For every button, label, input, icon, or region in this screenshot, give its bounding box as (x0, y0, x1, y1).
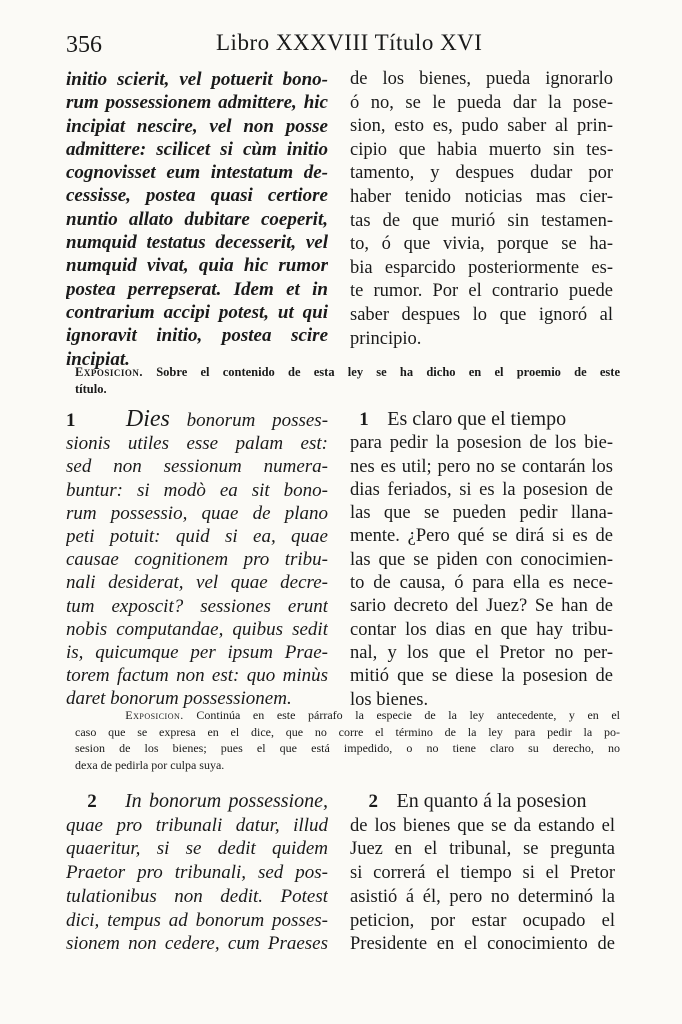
spanish-line: te rumor. Por el contrario puede (350, 281, 613, 302)
page-header (66, 30, 616, 62)
spanish-line: tamento, y despues dudar por (350, 163, 613, 184)
spanish-line: las que se pueden pedir llana- (350, 503, 613, 524)
spanish-line: los bienes. (350, 689, 429, 710)
spanish-line: peticion, por estar ocupado el (350, 910, 615, 931)
latin-line: 1 Dies bonorum posses- (66, 408, 328, 432)
section3-spanish-column (350, 790, 615, 957)
spanish-line: Presidente en el conocimiento de (350, 934, 615, 955)
latin-line: dici, tempus ad bonorum posses- (66, 909, 328, 931)
spanish-line: to de causa, ó para ella es nece- (350, 573, 613, 594)
spanish-line: las que se piden con conocimien- (350, 549, 613, 570)
spanish-line: Juez en el tribunal, se pregunta (350, 839, 615, 860)
spanish-line: 2 En quanto á la posesion (368, 790, 587, 812)
latin-line: tum exposcit? sessiones erunt (66, 595, 328, 617)
latin-line: nobis computandae, quibus sedit (66, 618, 328, 640)
latin-line: cessisse, postea quasi certiore (66, 185, 328, 207)
exposition-1 (75, 364, 620, 397)
running-head: Libro XXXVIII Título XVI (216, 30, 483, 55)
latin-line: causae cognitionem pro tribu- (66, 549, 328, 571)
latin-line: peti potuit: quid si ea, quae (66, 526, 328, 548)
latin-line: cognovisset eum intestatum de- (66, 162, 328, 184)
spanish-line: cipio que habia muerto sin tes- (350, 139, 613, 160)
spanish-line: haber tenido noticias mas cier- (350, 186, 613, 207)
latin-line: daret bonorum possessionem. (66, 688, 292, 710)
latin-line: incipiat nescire, vel non posse (66, 115, 328, 137)
section3-latin-column (66, 790, 328, 956)
spanish-line: tas de que murió sin testamen- (350, 210, 613, 231)
spanish-line: si correrá el tiempo si el Pretor (350, 863, 615, 884)
spanish-line: para pedir la posesion de los bie- (350, 433, 613, 454)
exposition-2-line: Exposicion. Continúa en este párrafo la especie de la ley antecedente, y en el (125, 708, 620, 722)
latin-line: nuntio allato dubitare coeperit, (66, 208, 328, 230)
exposition-1-line: título. (75, 381, 107, 396)
spanish-line: bia esparcido posteriormente es- (350, 257, 613, 278)
spanish-line: sion, esto es, pudo saber al prin- (350, 116, 613, 137)
exposition-2 (75, 707, 620, 773)
spanish-line: mitió que se diese la posesion de (350, 666, 613, 687)
spanish-line: contar los dias en que hay tribu- (350, 619, 613, 640)
exposition-2-line: dexa de pedirla por culpa suya. (75, 757, 225, 772)
latin-line: ignoravit initio, postea scire (66, 325, 328, 347)
exposition-1-line: Exposicion. Sobre el contenido de esta ley se ha dicho en el proemio de este (75, 365, 620, 379)
spanish-line: 1 Es claro que el tiempo (359, 408, 567, 430)
latin-line: incipiat. (66, 348, 130, 370)
latin-line: quae pro tribunali datur, illud (66, 814, 328, 836)
latin-line: Praetor pro tribunali, sed pos- (66, 862, 328, 884)
spanish-line: mente. ¿Pero qué se dirá si es de (350, 526, 613, 547)
latin-line: buntur: si modò ea sit bono- (66, 479, 328, 501)
exposition-1-label: Exposicion. (75, 365, 143, 379)
section2-latin-column (66, 408, 328, 711)
exposition-2-line: sesion de los bienes; pues el que está impedido, o no tiene claro su derecho, no (75, 741, 620, 755)
latin-line: torem factum non est: quo minùs (66, 665, 328, 687)
spanish-line: nes es util; pero no se contarán los (350, 456, 613, 477)
latin-line: quaeritur, si se dedit quidem (66, 838, 328, 860)
latin-line: postea perrepserat. Idem et in (66, 278, 328, 300)
latin-line: nali desiderat, vel quae decre- (66, 572, 328, 594)
latin-line: contrarium accipi potest, ut qui (66, 301, 328, 323)
spanish-line: saber despues lo que ignoró al (350, 304, 613, 325)
section2-spanish-column (350, 408, 613, 712)
section1-latin-column (66, 68, 328, 371)
spanish-line: nal, y los que el Pretor no per- (350, 642, 613, 663)
latin-line: sed non sessionum numera- (66, 456, 328, 478)
latin-line: numquid testatus decesserit, vel (66, 232, 328, 254)
exposition-2-line: caso que se expresa en el dice, que no corre el término de la ley para pedir la po- (75, 724, 620, 739)
spanish-line: de los bienes, pueda ignorarlo (350, 69, 613, 89)
latin-line: sionem non cedere, cum Praeses (66, 933, 328, 955)
spanish-line: de los bienes que se da estando el (350, 815, 615, 836)
latin-line: numquid vivat, quia hic rumor (66, 255, 328, 277)
spanish-line: dias feriados, si es la posesion de (350, 479, 613, 500)
latin-line: admittere: scilicet si cùm initio (66, 138, 328, 160)
latin-line: is, quicumque per ipsum Prae- (66, 642, 328, 664)
section1-spanish-column (350, 68, 613, 351)
spanish-line: ó no, se le pueda dar la pose- (350, 92, 613, 113)
latin-line: initio scierit, vel potuerit bono- (66, 69, 328, 90)
latin-line: 2 In bonorum possessione, (87, 790, 328, 812)
latin-line: rum possessionem admittere, hic (66, 92, 328, 114)
latin-line: rum possessio, quae de plano (66, 502, 328, 524)
spanish-line: sario decreto del Juez? Se han de (350, 596, 613, 617)
exposition-2-label: Exposicion. (125, 708, 184, 722)
spanish-line: to, ó que vivia, porque se ha- (350, 234, 613, 255)
spanish-line: asistió á él, pero no determinó la (350, 886, 615, 907)
page-number: 356 (66, 32, 102, 58)
latin-line: tulationibus non dedit. Potest (66, 885, 328, 907)
latin-line: sionis utiles esse palam est: (66, 433, 328, 455)
spanish-line: principio. (350, 328, 422, 349)
